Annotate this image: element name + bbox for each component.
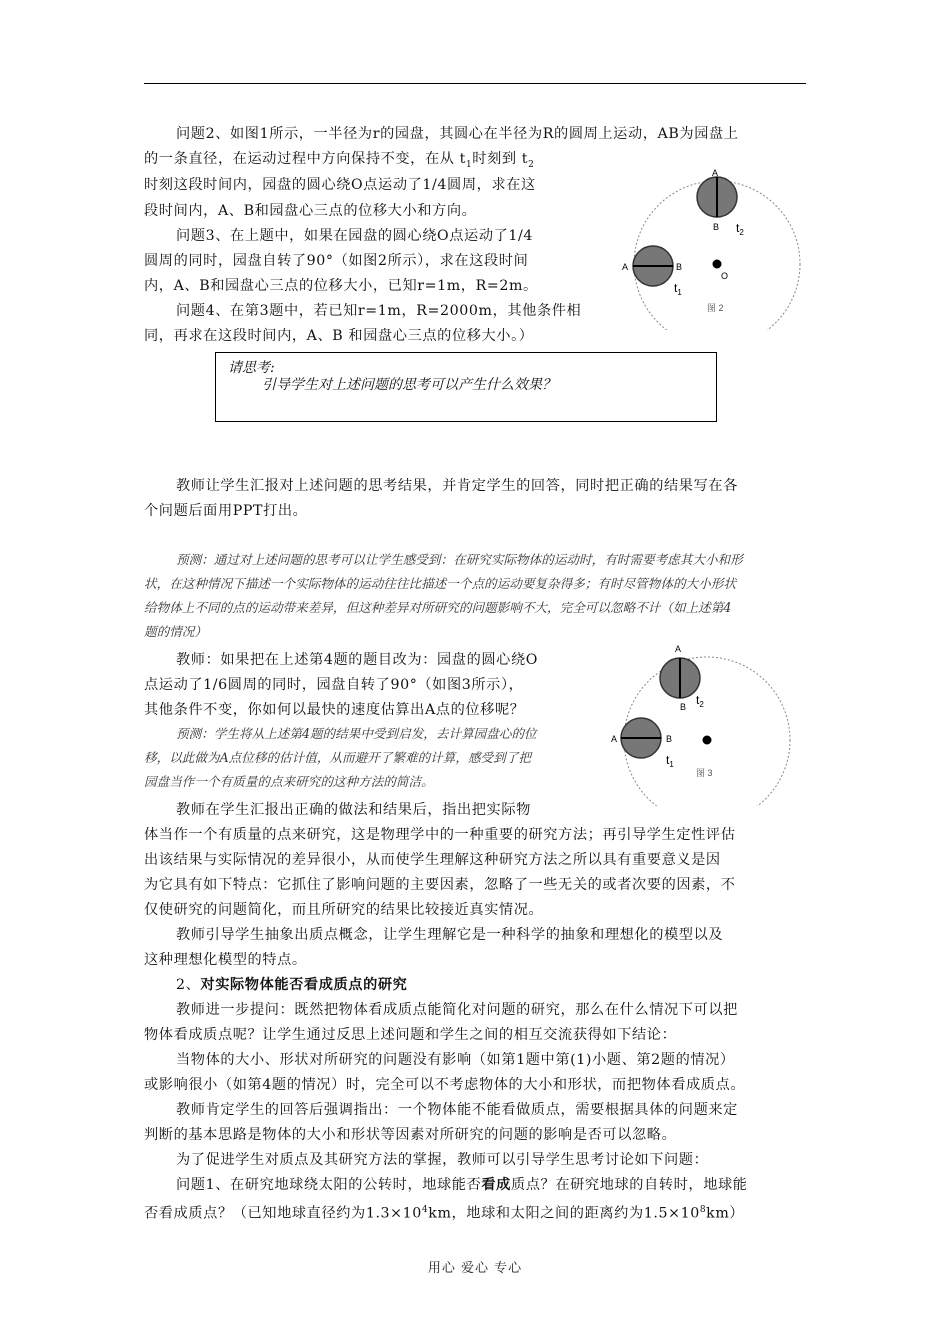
label-t1-t: t [674,281,678,295]
q2-sub1: 1 [465,159,473,170]
figure-2-caption: 图 2 [707,303,724,313]
q2-line1: 问题2、如图1所示，一半径为r的园盘，其圆心在半径为R的圆周上运动，AB为园盘上 [176,126,739,142]
center-o-dot [713,260,722,269]
label-b-left: B [666,734,673,744]
predict1-line2: 状，在这种情况下描述一个实际物体的运动往往比描述一个点的运动要复杂得多；有时尽管物体的大小形状 [144,576,736,591]
q2-sub2: 2 [528,159,535,170]
para3-line1: 教师引导学生抽象出质点概念，让学生理解它是一种科学的抽象和理想化的模型以及 [176,927,724,943]
label-b-top: B [713,222,720,232]
q1b-sup1: 4 [421,1205,429,1215]
para2-line4: 为它具有如下特点：它抓住了影响问题的主要因素，忽略了一些无关的或者次要的因素，不 [144,877,736,893]
label-a-top: A [712,168,719,178]
label-t2-t: t [696,693,700,707]
footer-motto: 用心 爱心 专心 [427,1261,523,1276]
header-rule [144,83,806,84]
teacher1-line1: 教师：如果把在上述第4题的题目改为：园盘的圆心绕O [176,652,538,668]
think-box-title: 请思考: [228,360,275,376]
section-2-num: 2、 [176,977,201,993]
para5-line1: 当物体的大小、形状对所研究的问题没有影响（如第1题中第(1)小题、第2题的情况） [176,1052,735,1068]
predict1-line3: 给物体上不同的点的运动带来差异，但这种差异对所研究的问题影响不大，完全可以忽略不计（如上述第4 [144,600,732,615]
figure-3 [604,638,804,806]
q1b-line1c: 质点？在研究地球的自转时，地球能 [510,1177,748,1193]
q1b-line2a: 否看成质点？（已知地球直径约为1.3×10 [144,1205,422,1222]
q4-line2: 同，再求在这段时间内，A、B 和园盘心三点的位移大小。） [144,328,534,344]
q1b-line2 [144,1198,744,1227]
para2-line1: 教师在学生汇报出正确的做法和结果后，指出把实际物 [176,802,531,818]
predict2-line2: 移，以此做为A点位移的估计值，从而避开了繁难的计算，感受到了把 [144,750,531,765]
teacher1-line3: 其他条件不变，你如何以最快的速度估算出A点的位移呢？ [144,702,525,718]
para6-line2: 判断的基本思路是物体的大小和形状等因素对所研究的问题的影响是否可以忽略。 [144,1127,677,1143]
para5-line2: 或影响很小（如第4题的情况）时，完全可以不考虑物体的大小和形状，而把物体看成质点。 [144,1077,746,1093]
label-t2 [696,693,704,709]
predict2-line1: 预测：学生将从上述第4题的结果中受到启发，去计算园盘心的位 [176,726,537,741]
q1b-sup2: 8 [699,1205,707,1215]
q1b-line2c: km） [706,1205,745,1222]
q2-line2a: 的一条直径，在运动过程中方向保持不变，在从 t [144,151,466,167]
figure-3-caption: 图 3 [696,768,713,778]
teacher1-line2: 点运动了1/6圆周的同时，园盘自转了90°（如图3所示）， [144,677,524,693]
figure-2 [612,162,812,330]
label-t1-sub: 1 [677,288,682,297]
label-t2 [736,221,744,237]
label-b-top: B [680,702,687,712]
center-o-dot [703,736,712,745]
para4-line2: 物体看成质点呢？让学生通过反思上述问题和学生之间的相互交流获得如下结论： [144,1027,677,1043]
para2-line2: 体当作一个有质量的点来研究，这是物理学中的一种重要的研究方法；再引导学生定性评估 [144,827,736,843]
section-2-title: 对实际物体能否看成质点的研究 [200,977,408,993]
q3-line3: 内，A、B和园盘心三点的位移大小，已知r=1m，R=2m。 [144,278,538,294]
q1b-line1b: 看成 [481,1177,511,1193]
label-a-top: A [675,644,682,654]
q1b-line1a: 问题1、在研究地球绕太阳的公转时，地球能否 [176,1177,482,1193]
label-t1 [674,281,682,297]
label-a-left: A [622,262,629,272]
label-a-left: A [611,734,618,744]
q3-line1: 问题3、在上题中，如果在园盘的圆心绕O点运动了1/4 [176,228,534,244]
q2-line4: 段时间内，A、B和园盘心三点的位移大小和方向。 [144,203,477,219]
label-t1-sub: 1 [669,760,674,769]
para7-line1: 为了促进学生对质点及其研究方法的掌握，教师可以引导学生思考讨论如下问题： [176,1152,709,1168]
q2-line3: 时刻这段时间内，园盘的圆心绕O点运动了1/4圆周，求在这 [144,177,536,193]
predict1-line4: 题的情况） [144,624,207,639]
label-t2-sub: 2 [699,700,704,709]
q4-line1: 问题4、在第3题中，若已知r=1m，R=2000m，其他条件相 [176,303,582,319]
predict2-line3: 园盘当作一个有质量的点来研究的这种方法的简洁。 [144,774,434,789]
label-t1-t: t [666,753,670,767]
think-box-content: 引导学生对上述问题的思考可以产生什么效果？ [262,377,556,393]
q1b-line1 [176,1173,748,1198]
predict1-line1: 预测：通过对上述问题的思考可以让学生感受到：在研究实际物体的运动时，有时需要考虑其大小和形 [176,552,743,567]
para1-line2: 个问题后面用PPT打出。 [144,503,308,519]
para3-line2: 这种理想化模型的特点。 [144,952,307,968]
q2-line2b: 时刻到 t [472,151,529,167]
label-t1 [666,753,674,769]
q3-line2: 圆周的同时，园盘自转了90°（如图2所示），求在这段时间 [144,253,529,269]
para1-line1: 教师让学生汇报对上述问题的思考结果，并肯定学生的回答，同时把正确的结果写在各 [176,478,738,494]
para2-line3: 出该结果与实际情况的差异很小，从而使学生理解这种研究方法之所以具有重要意义是因 [144,852,721,868]
label-t2-sub: 2 [739,228,744,237]
para6-line1: 教师肯定学生的回答后强调指出：一个物体能不能看做质点，需要根据具体的问题来定 [176,1102,738,1118]
para2-line5: 仅使研究的问题简化，而且所研究的结果比较接近真实情况。 [144,902,544,918]
para4-line1: 教师进一步提问：既然把物体看成质点能简化对问题的研究，那么在什么情况下可以把 [176,1002,738,1018]
label-o: O [721,271,729,281]
label-b-left: B [676,262,683,272]
q1b-line2b: km，地球和太阳之间的距离约为1.5×10 [428,1205,700,1222]
label-t2-t: t [736,221,740,235]
section-2-heading [176,973,407,998]
